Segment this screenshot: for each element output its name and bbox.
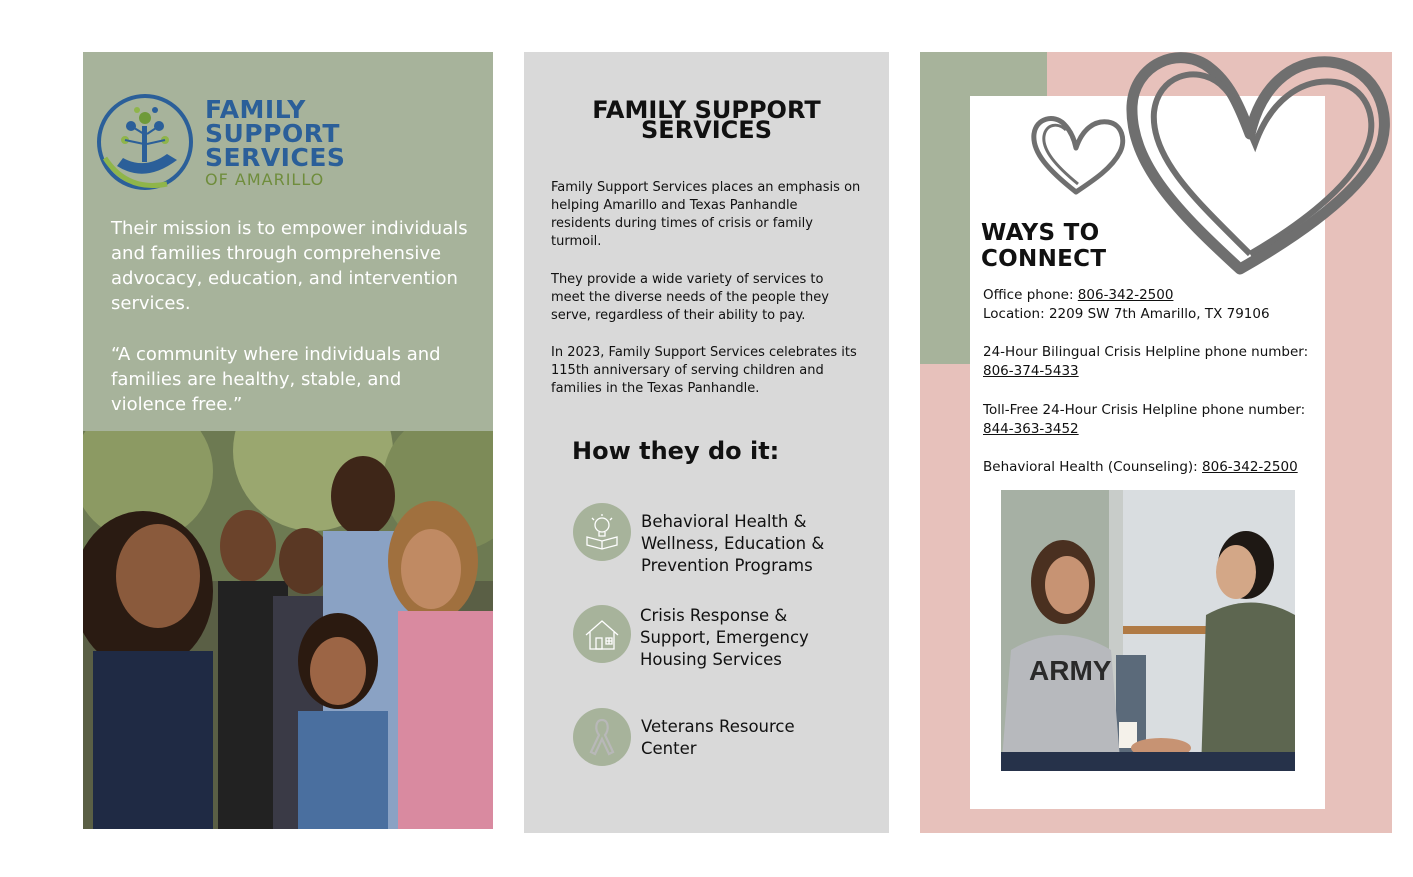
how-heading: How they do it: <box>572 437 780 465</box>
counseling-session-photo <box>1001 490 1295 771</box>
service-icon-circle <box>573 605 631 663</box>
house-icon <box>573 605 631 663</box>
small-heart-icon <box>1028 110 1128 200</box>
office-phone-label: Office phone: <box>983 287 1078 303</box>
service-icon-circle <box>573 708 631 766</box>
tree-hands-logo-icon <box>97 88 197 196</box>
behavioral-health-contact <box>983 458 1318 477</box>
office-phone-link[interactable]: 806-342-2500 <box>1077 287 1174 303</box>
organization-logo <box>97 88 357 196</box>
lightbulb-book-icon <box>573 503 631 561</box>
family-group-photo <box>83 431 493 829</box>
service-label: Crisis Response & Support, Emergency Housing Services <box>640 606 809 669</box>
heading-line-1: WAYS TO <box>981 220 1100 246</box>
service-label: Veterans Resource Center <box>641 717 795 758</box>
vision-quote: “A community where individuals and families are healthy, stable, and violence free.” <box>111 344 441 415</box>
location-text: Location: 2209 SW 7th Amarillo, TX 79106 <box>983 306 1270 322</box>
about-paragraph-3: In 2023, Family Support Services celebrates its 115th anniversary of serving children and families in the Texas Panhandle. <box>551 345 857 396</box>
tollfree-helpline-link[interactable]: 844-363-3452 <box>983 421 1079 437</box>
tollfree-helpline-label: Toll-Free 24-Hour Crisis Helpline phone number: <box>983 402 1306 418</box>
about-paragraph-1: Family Support Services places an emphasis on helping Amarillo and Texas Panhandle residents during times of crisis or family turmoil. <box>551 180 861 249</box>
mission-statement: Their mission is to empower individuals and families through comprehensive advocacy, education, and intervention services. <box>111 218 468 314</box>
page-title <box>524 96 889 144</box>
service-label: Behavioral Health & Wellness, Education & Prevention Programs <box>641 512 825 575</box>
about-panel <box>524 52 889 833</box>
tollfree-helpline <box>983 401 1318 439</box>
shirt-text: ARMY <box>1029 655 1112 686</box>
title-line-2: SERVICES <box>641 116 772 144</box>
behavioral-health-label: Behavioral Health (Counseling): <box>983 459 1203 475</box>
about-paragraph-2: They provide a wide variety of services to meet the diverse needs of the people they serve, regardless of their ability to pay. <box>551 272 829 323</box>
logo-line-3: SERVICES <box>205 143 346 172</box>
ribbon-icon <box>573 708 631 766</box>
title-line-1: FAMILY SUPPORT <box>592 96 821 124</box>
logo-line-4: OF AMARILLO <box>205 170 325 189</box>
office-contact <box>983 286 1318 324</box>
service-icon-circle <box>573 503 631 561</box>
logo-wordmark <box>205 95 346 190</box>
heading-line-2: CONNECT <box>981 246 1107 272</box>
bilingual-helpline-label: 24-Hour Bilingual Crisis Helpline phone number: <box>983 344 1309 360</box>
mission-panel <box>83 52 493 829</box>
logo-line-2: SUPPORT <box>205 119 340 148</box>
logo-line-1: FAMILY <box>205 95 306 124</box>
bilingual-helpline <box>983 343 1318 381</box>
ways-to-connect-heading <box>981 220 1106 272</box>
large-heart-icon <box>1120 44 1400 294</box>
bilingual-helpline-link[interactable]: 806-374-5433 <box>983 363 1079 379</box>
behavioral-health-link[interactable]: 806-342-2500 <box>1202 459 1298 475</box>
